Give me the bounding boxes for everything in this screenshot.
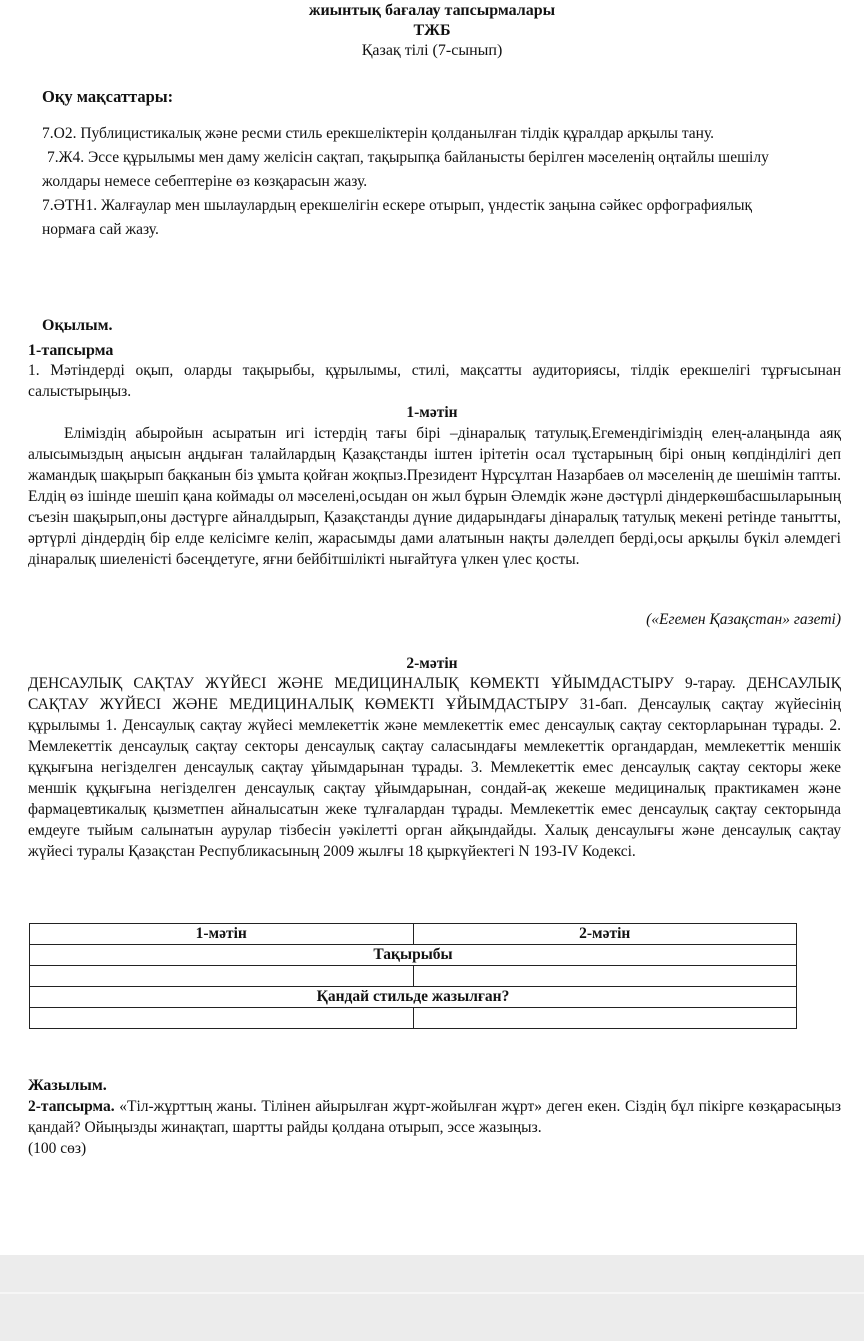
table-header-text1: 1-мәтін	[30, 924, 414, 945]
table-row	[30, 987, 797, 1008]
goals-list	[42, 122, 802, 242]
table-cell-empty	[413, 966, 797, 987]
table-row	[30, 945, 797, 966]
header-line-3: Қазақ тілі (7-сынып)	[361, 42, 503, 59]
text1-body: Еліміздің абыройын асыратын игі істердің тағы бірі –дінаралық татулық.Егемендігіміздің елең-алаңында аяқ алысымыздың аңысын аңдыған талайлардың Қазақстанды іштен ірітетін осал тұстарының бірі оның көпдінділігі деп жамандық шақырып бақканын біз ұмыта қойған жоқпыз.Президент Нұрсұлтан Назарбаев ол мәселенің де шешімін тапты. Елдің өз ішінде шешіп қана коймады ол мәселені,осыдан он жыл бұрын Әлемдік және дәстүрлі діндеркөшбасшыларының съезін шақырып,оны дәстүрге айналдырып, Қазақстанды дүние дидарындағы дінаралық татулық мекені ретінде танытты, әртүрлі діндердің бір елде келісімге келіп, жарасымды дами алатынын нақты дәлелдеп берді,осы арқылы бүкіл әлемдегі дінаралық шиеленісті бәсеңдетуге, яғни бейбітшілікті нығайтуға үлкен үлес қосты.	[28, 425, 841, 568]
header-line-1: жиынтық бағалау тапсырмалары	[308, 2, 556, 19]
table-cell-empty	[30, 966, 414, 987]
task2-label: 2-тапсырма.	[28, 1098, 115, 1115]
table-header-text2: 2-мәтін	[413, 924, 797, 945]
task1-text: 1. Мәтіндерді оқып, оларды тақырыбы, құрылымы, стилі, мақсатты аудиториясы, тілдік ерекшелігі тұрғысынан салыстырыңыз.	[28, 362, 841, 400]
table-cell-empty	[30, 1008, 414, 1029]
viewer-divider	[0, 1292, 864, 1294]
table-cell-empty	[413, 1008, 797, 1029]
goal-item: 7.ӘТН1. Жалғаулар мен шылаулардың ерекшелігін ескере отырып, үндестік заңына сәйкес орфографиялық нормаға сай жазу.	[42, 197, 753, 238]
reading-title: Оқылым.	[42, 317, 113, 334]
task2-body: «Тіл-жұрттың жаны. Тілінен айырылған жұрт-жойылған жұрт» деген екен. Сіздің бұл пікірге көзқарасыңыз қандай? Ойыңызды жинақтап, шартты райды қолдана отырып, эссе жазыңыз.	[28, 1098, 841, 1136]
task2-word-count: (100 сөз)	[28, 1140, 87, 1157]
text1-title: 1-мәтін	[406, 404, 458, 421]
text2-title: 2-мәтін	[406, 655, 458, 672]
writing-title: Жазылым.	[28, 1077, 107, 1094]
comparison-table	[29, 923, 797, 1029]
table-row	[30, 966, 797, 987]
table-row-topic-label: Тақырыбы	[30, 945, 797, 966]
text1-source: («Егемен Қазақстан» газеті)	[646, 611, 841, 628]
text2-body: ДЕНСАУЛЫҚ САҚТАУ ЖҮЙЕСІ ЖӘНЕ МЕДИЦИНАЛЫҚ КӨМЕКТІ ҰЙЫМДАСТЫРУ 9-тарау. ДЕНСАУЛЫҚ САҚТАУ ЖҮЙЕСІ ЖӘНЕ МЕДИЦИНАЛЫҚ КӨМЕКТІ ҰЙЫМДАСТЫРУ 31-бап. Денсаулық сақтау жүйесінің құрылымы 1. Денсаулық сақтау жүйесі мемлекеттік және мемлекеттік емес денсаулық сақтау секторларынан тұрады. 2. Мемлекеттік денсаулық сақтау секторы денсаулық сақтау саласындағы мемлекеттік органдардан, мемлекеттік меншік құқығына негізделген денсаулық сақтау ұйымдарынан тұрады. 3. Мемлекеттік емес денсаулық сақтау секторы жеке меншік құқығына негізделген денсаулық сақтау ұйымдарынан, сондай-ақ жекеше медициналық практикамен және фармацевтикалық қызметпен айналысатын жеке тұлғалардан тұрады. Мемлекеттік емес денсаулық сақтау секторында емдеуге тыйым салынатын аурулар тізбесін уәкілетті орган айқындайды. Халық денсаулығы және денсаулық сақтау жүйесі туралы Қазақстан Республикасының 2009 жылғы 18 қыркүйектегі N 193-IV Кодексі.	[28, 675, 841, 860]
header-line-2: ТЖБ	[413, 22, 451, 39]
goal-item: 7.О2. Публицистикалық және ресми стиль ерекшеліктерін қолданылған тілдік құралдар арқылы тану.	[42, 125, 715, 142]
table-row	[30, 924, 797, 945]
task1-title: 1-тапсырма	[28, 342, 114, 359]
table-row	[30, 1008, 797, 1029]
goals-title: Оқу мақсаттары:	[42, 87, 174, 106]
viewer-footer	[0, 1255, 864, 1341]
task2-text	[28, 1096, 841, 1159]
goal-item: 7.Ж4. Эссе құрылымы мен даму желісін сақтап, тақырыпқа байланысты берілген мәселенің оңтайлы шешілу жолдары немесе себептеріне өз көзқарасын жазу.	[42, 149, 769, 190]
table-row-style-label: Қандай стильде жазылған?	[30, 987, 797, 1008]
